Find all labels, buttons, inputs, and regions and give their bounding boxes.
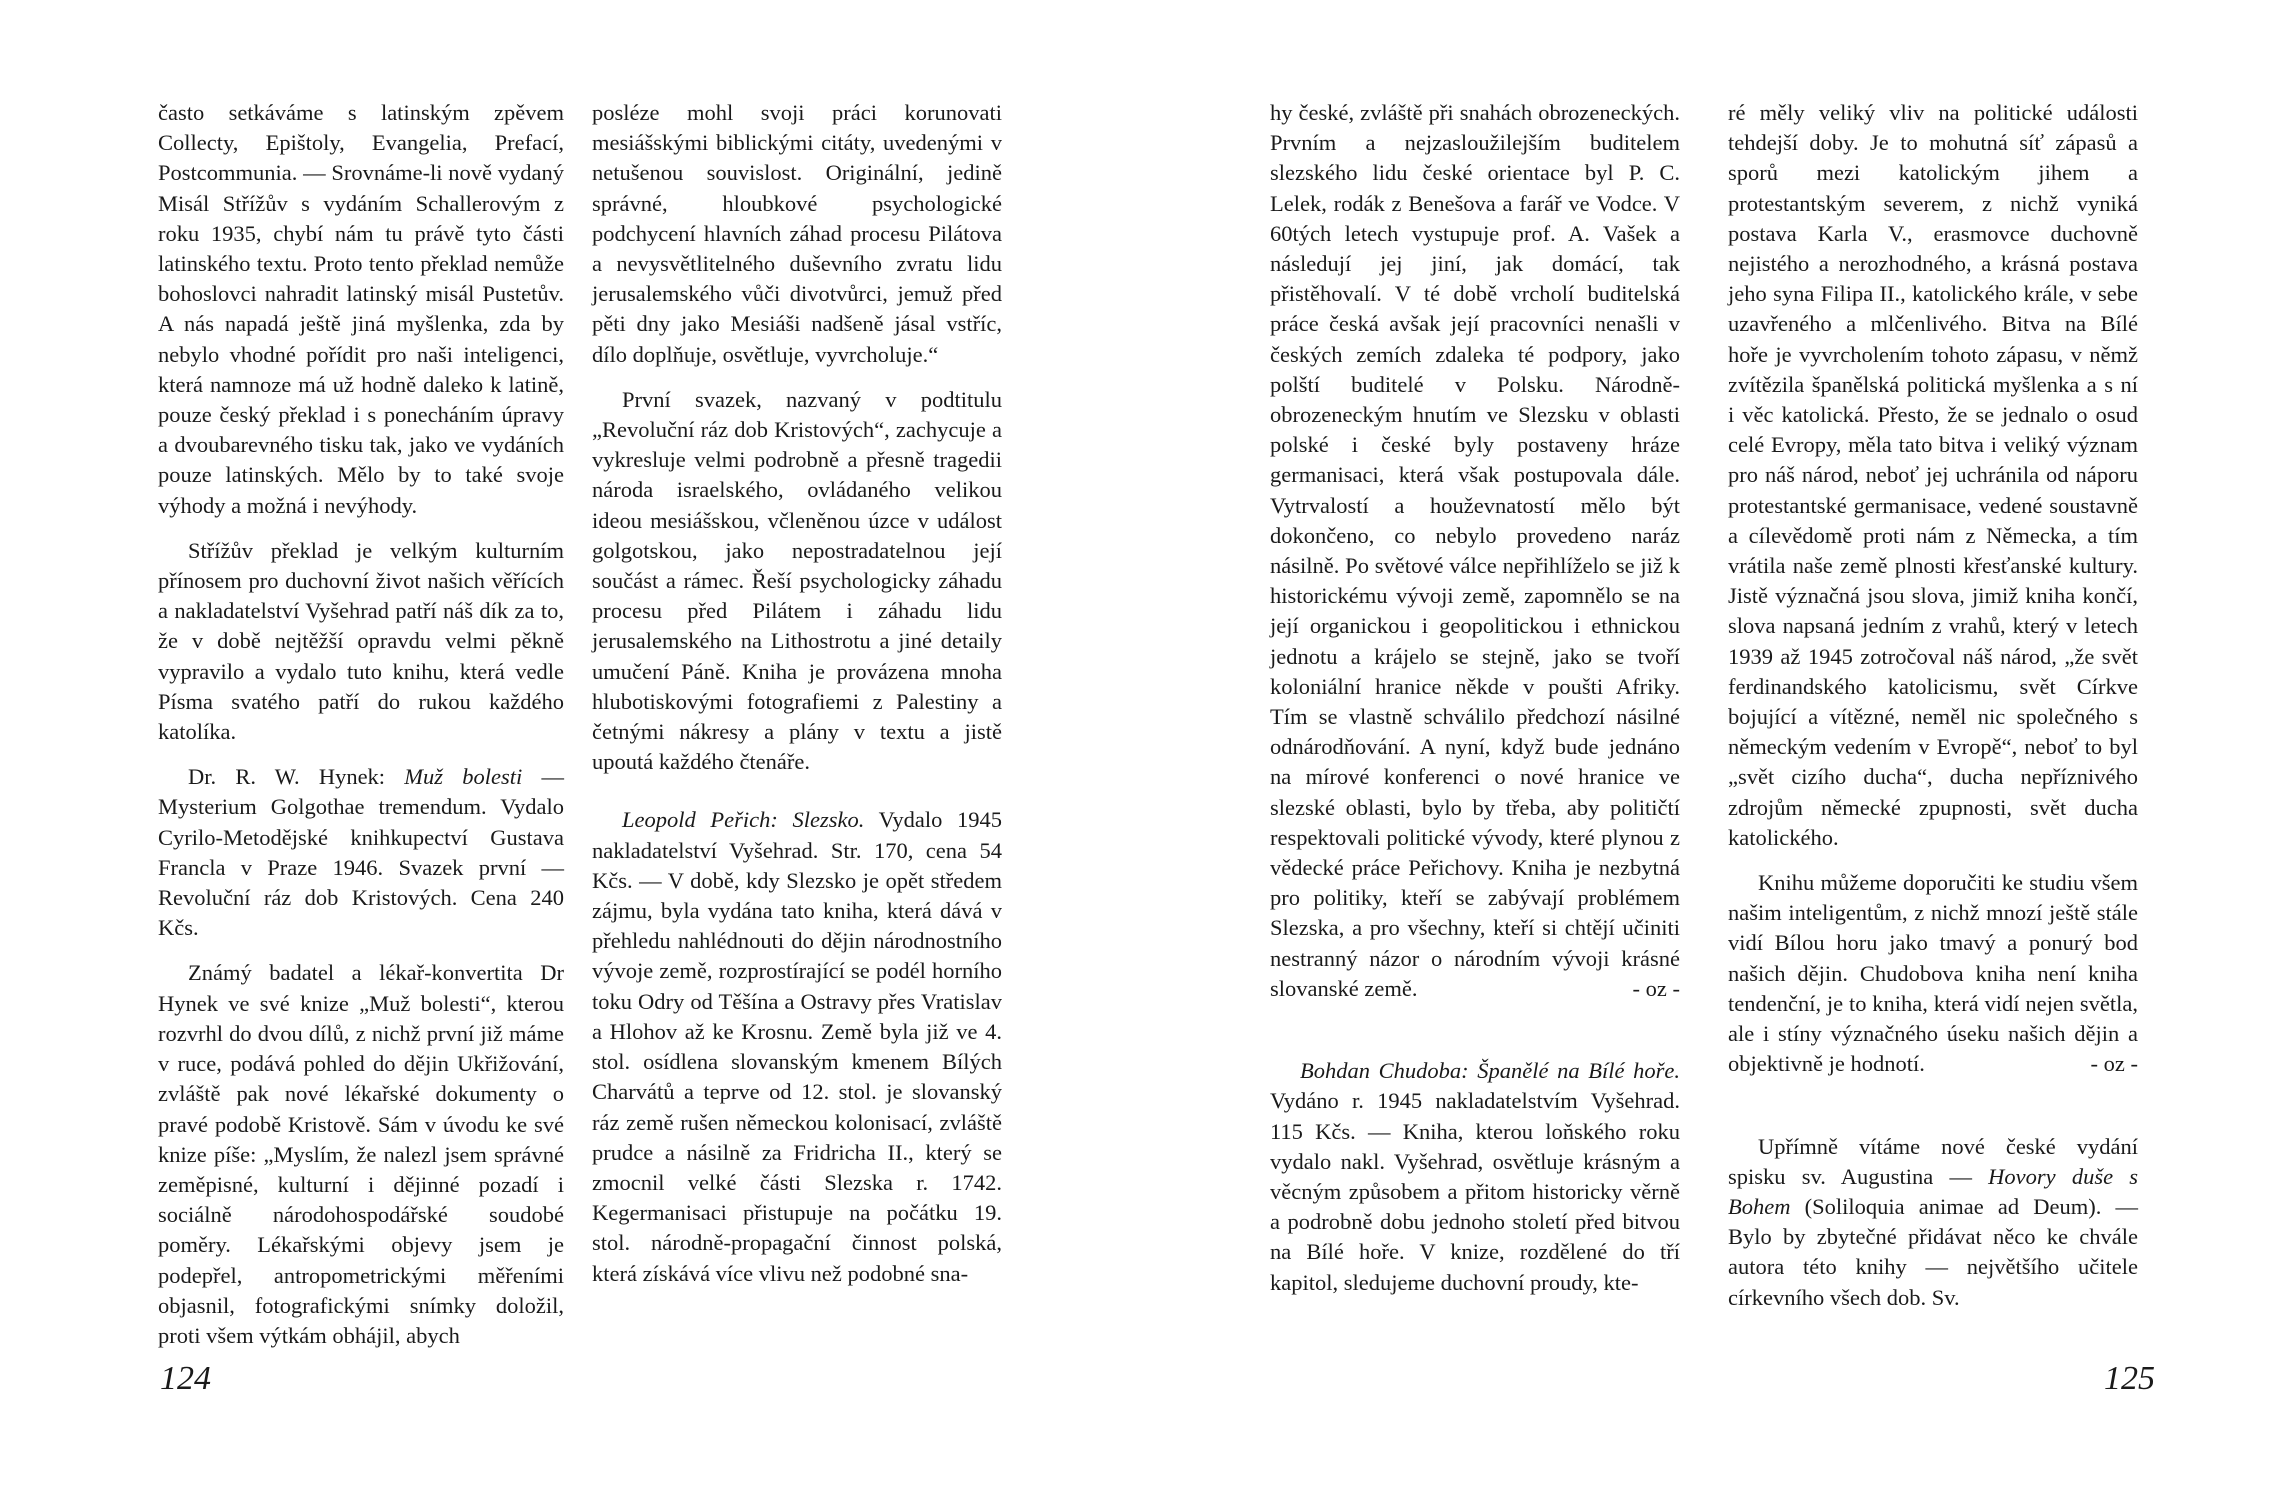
paragraph: ré měly veliký vliv na politické události tehdejší doby. Je to mohutná síť zápasů a sporů mezi katolickým jihem a protestantským severem, z nichž vyniká postava Karla V., erasmovce duchovně nejistého a nerozhodného, a krásná postava jeho syna Filipa II., katolického krále, v sebe uzavřeného a mlčenlivého. Bitva na Bílé hoře je vyvrcholením tohoto zápasu, v němž zvítězila španělská politická myšlenka a s ní i věc katolická. Přesto, že se jednalo o osud celé Evropy, měla tato bitva i veliký význam pro náš národ, neboť jej uchránila od náporu protestantské germanisace, vedené soustavně a cílevědomě proti nám z Německa, a tím vrátila naše země plnosti křesťanské kultury. Jistě význačná jsou slova, jimiž kniha končí, slova napsaná jedním z vrahů, který v letech 1939 až 1945 zotročoval náš národ, „že svět ferdinandského katolicismu, svět Církve bojující a vítězné, neměl nic společného s německým vedením v Evropě“, neboť to byl „svět cizího ducha“, ducha nepříznivého zdrojům německé zpupnosti, svět ducha katolického. <box>1728 100 2138 850</box>
paragraph: Střížův překlad je velkým kulturním přínosem pro duchovní život našich věřících a nakladatelství Vyšehrad patří náš dík za to, že v době nejtěžší opravdu velmi pěkně vypravilo a vydalo tuto knihu, která vedle Písma svatého patří do rukou každého katolíka. <box>158 537 564 745</box>
right-column-2 <box>1728 98 2138 1328</box>
author-signature: - oz - <box>1632 975 1680 1001</box>
review-author: Dr. R. W. Hynek: <box>188 764 405 790</box>
book-title: Muž bolesti <box>404 764 523 790</box>
paragraph <box>1728 868 2138 1079</box>
book-review-heading <box>1270 1056 1680 1298</box>
author-signature: - oz - <box>2090 1051 2138 1077</box>
paragraph <box>1270 98 1680 1004</box>
left-column-1 <box>158 98 564 1366</box>
paragraph <box>1728 1132 2138 1313</box>
book-title: Bohdan Chudoba: Španělé na Bílé hoře. <box>1300 1058 1680 1084</box>
review-info: — Mysterium Golgothae tremendum. Vydalo Cyrilo-Metodějské knihkupectví Gustava Francla v Praze 1946. Svazek první — Revoluční ráz dob Kristových. Cena 240 Kčs. <box>158 764 565 941</box>
page-number: 124 <box>160 1360 211 1397</box>
paragraph: posléze mohl svoji práci korunovati mesiášskými biblickými citáty, uvedenými v netušenou souvislost. Originální, jedině správné, hloubkové psychologické podchycení hlavních záhad procesu Pilátova a nevysvětlitelného duševního zvratu lidu jerusalemského vůči divotvůrci, jemuž před pěti dny jako Mesiáši nadšeně jásal vstříc, dílo doplňuje, osvětluje, vyvrcholuje.“ <box>592 100 1002 367</box>
review-text: Vydáno r. 1945 nakladatelstvím Vyšehrad. 115 Kčs. — Kniha, kterou loňského roku vydalo nakl. Vyšehrad, osvětluje krásným a věcným způsobem a přitom historicky věrně a podrobně dobu jednoho století před bitvou na Bílé hoře. V knize, rozdělené do tří kapitol, sledujeme duchovní proudy, kte- <box>1270 1088 1680 1295</box>
book-title: Hovory duše s Bohem <box>1728 1163 2138 1219</box>
review-text: Vydalo 1945 nakladatelství Vyšehrad. Str. 170, cena 54 Kčs. — V době, kdy Slezsko je opět středem zájmu, byla vydána tato kniha, která dává v přehledu nahlédnouti do dějin národnostního vývoje země, rozprostírající se podél horního toku Odry od Těšína a Ostravy přes Vratislav a Hlohov až ke Krosnu. Země byla již ve 4. stol. osídlena slovanským kmenem Bílých Charvátů a teprve od 12. stol. je slovanský ráz země rušen německou kolonisací, zvláště prudce a násilně za Fridricha II., který se zmocnil velké části Slezska r. 1742. Kegermanisaci přistupuje na počátku 19. stol. národně-propagační činnost polská, která získává více vlivu než podobné sna- <box>592 807 1002 1286</box>
book-review-heading <box>158 762 564 943</box>
paragraph: Známý badatel a lékař-konvertita Dr Hynek ve své knize „Muž bolesti“, kterou rozvrhl do dvou dílů, z nichž první již máme v ruce, podává pohled do dějin Ukřižování, zvláště pak nové lékařské dokumenty o pravé podobě Kristově. Sám v úvodu ke své knize píše: „Myslím, že nalezl jsem správné zeměpisné, kulturní i dějinné pozadí i sociálně národohospodářské soudobé poměry. Lékařskými objevy jsem je podepřel, antropometrickými měřeními objasnil, fotografickými snímky doložil, proti všem výtkám obhájil, abych <box>158 960 564 1348</box>
paragraph-text: hy české, zvláště při snahách obrozeneckých. Prvním a nejzasloužilejším buditelem slezského lidu české orientace byl P. C. Lelek, rodák z Benešova a farář ve Vodce. V 60tých letech vystupuje prof. A. Vašek a následují jej jiní, jak domácí, tak přistěhovalí. V té době vrcholí buditelská práce česká avšak její pracovníci nenašli v českých zemích zdaleka té podpory, jako polští buditelé v Polsku. Národně-obrozeneckým hnutím ve Slezsku v oblasti polské i české byly postaveny hráze germanisaci, která však postupovala dále. Vytrvalostí a houževnatostí mělo být dokončeno, co nebylo provedeno naráz násilně. Po světové válce nepřihlíželo se již k historickému vývoji země, zapomnělo se na její organickou i geopolitickou i ethnickou jednotu a krájelo se stejně, jako se tvoří koloniální hranice někde v poušti Afriky. Tím se vlastně schválilo předchozí násilné odnárodňování. A nyní, když bude jednáno na mírové konferenci o nové hranice ve slezské oblasti, bylo by třeba, aby političtí respektovali politické vývody, které plynou z vědecké práce Peřichovy. Kniha je nezbytná pro politiky, kteří se zabývají problémem Slezska, a pro všechny, kteří si chtějí učiniti nestranný názor o národním vývoji krásné slovanské země. <box>1270 100 1680 1001</box>
book-title: Leopold Peřich: Slezsko. <box>622 807 865 833</box>
paragraph: často setkáváme s latinským zpěvem Collecty, Epištoly, Evangelia, Prefací, Postcommunia. — Srovnáme-li nově vydaný Misál Střížův s vydáním Schallerovým z roku 1935, chybí nám tu právě tyto části latinského textu. Proto tento překlad nemůže bohoslovci nahradit latinský misál Pustetův. A nás napadá ještě jiná myšlenka, zda by nebylo vhodné pořídit pro naši inteligenci, která namnoze má už hodně daleko k latině, pouze český překlad i s ponecháním úpravy a dvoubarevného tisku tak, jako ve vydáních pouze latinských. Mělo by to také svoje výhody a možná i nevýhody. <box>158 100 564 518</box>
right-page <box>1139 0 2278 1500</box>
paragraph-text: (Soliloquia animae ad Deum). — Bylo by zbytečné přidávat něco ke chvále autora této knihy — největšího učitele církevního všech dob. Sv. <box>1728 1193 2138 1310</box>
paragraph-text: Upřímně vítáme nové české vydání spisku sv. Augustina — <box>1728 1133 2138 1189</box>
paragraph: První svazek, nazvaný v podtitulu „Revoluční ráz dob Kristových“, zachycuje a vykresluje velmi podrobně a přesně tragedii národa israelského, ovládaného velikou ideou mesiášskou, včleněnou úzce v událost golgotskou, jako nepostradatelnou její součást a rámec. Řeší psychologicky záhadu procesu před Pilátem i záhadu lidu jerusalemského na Lithostrotu a jiné detaily umučení Páně. Kniha je provázena mnoha hlubotiskovými fotografiemi z Palestiny a četnými nákresy a plány v textu a jistě upoutá každého čtenáře. <box>592 386 1002 775</box>
book-review-heading <box>592 805 1002 1288</box>
right-column-1 <box>1270 98 1680 1313</box>
page-number: 125 <box>2104 1360 2155 1397</box>
left-column-2 <box>592 98 1002 1304</box>
paragraph-text: Knihu můžeme doporučiti ke studiu všem našim inteligentům, z nichž mnozí ještě stále vidí Bílou horu jako tmavý a ponurý bod našich dějin. Chudobova kniha není kniha tendenční, je to kniha, která vidí nejen světla, ale i stíny význačného úseku našich dějin a objektivně je hodnotí. <box>1728 870 2138 1077</box>
